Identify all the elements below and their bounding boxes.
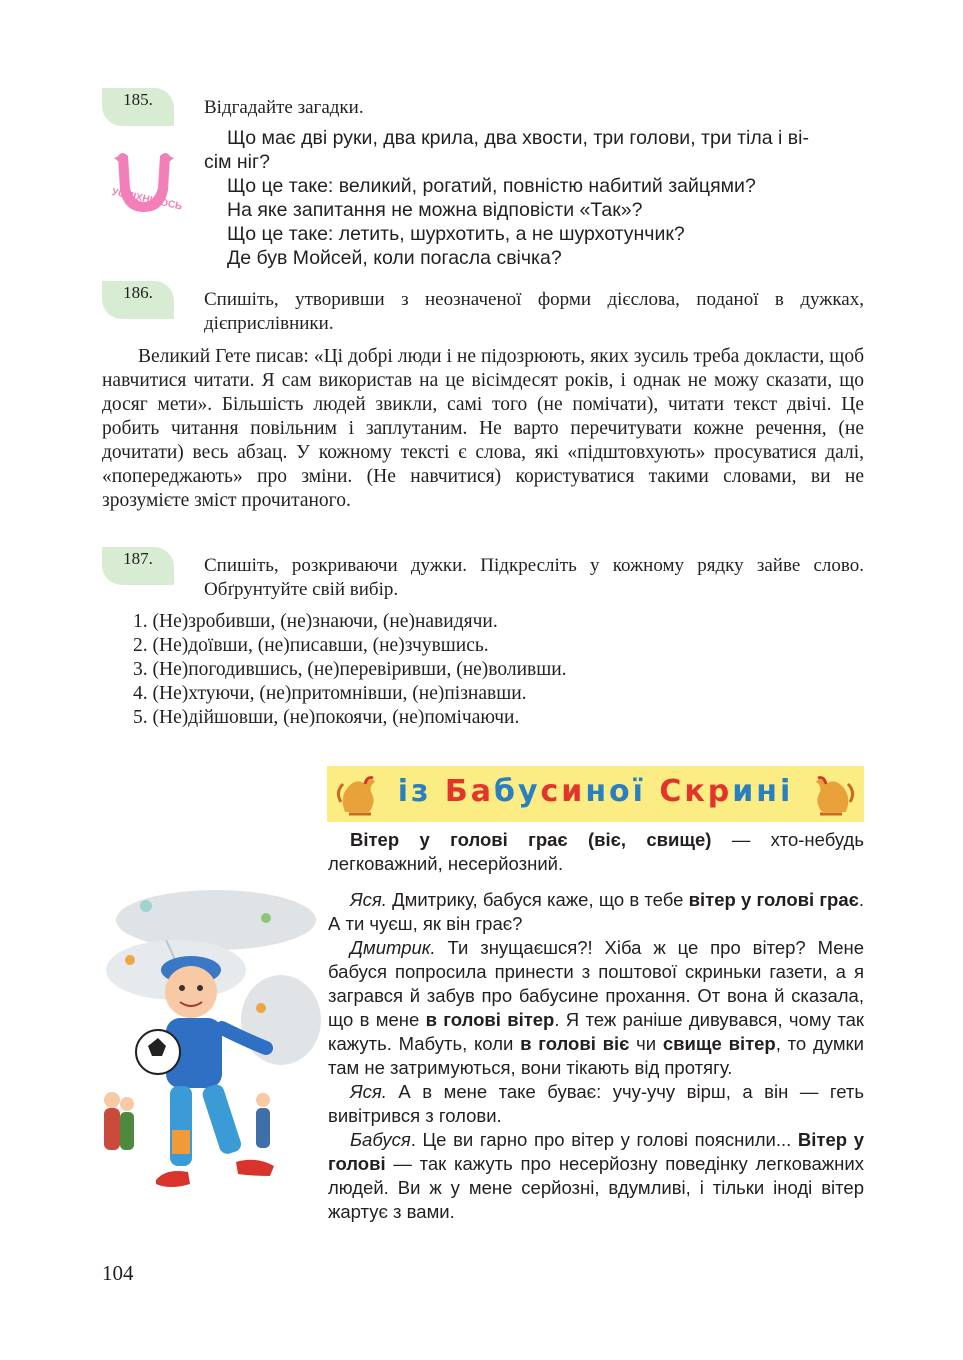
speaker-name: Бабуся <box>350 1129 411 1150</box>
speaker-name: Яся. <box>350 1081 387 1102</box>
exercise-text <box>102 345 864 513</box>
dialogue-emphasis: вітер у голові грає <box>688 889 859 910</box>
page-number: 104 <box>102 1261 134 1285</box>
list-item: 1. (Не)зробивши, (не)знаючи, (не)навидячи. <box>133 611 498 632</box>
section-banner <box>327 766 864 822</box>
exercise-instruction: Відгадайте загадки. <box>204 97 364 118</box>
list-item: 3. (Не)погодившись, (не)перевіривши, (не)воливши. <box>133 659 567 680</box>
dialogue-text: , то думки там не затримуються, вони тікають від протягу. <box>328 1033 864 1078</box>
dialogue <box>328 888 864 1224</box>
exercise-instruction: Спишіть, утворивши з неозначеної форми дієслова, поданої в дужках, дієприслівники. <box>204 289 864 334</box>
dialogue-text: А в мене таке буває: учу-учу вірш, а він — геть вивітрився з голови. <box>328 1081 864 1126</box>
dialogue-emphasis: Вітер у голові <box>328 1129 864 1174</box>
dialogue-text: . Я теж раніше дивувався, чому так кажуть. Мабуть, коли <box>328 1009 864 1054</box>
dialogue-text: — так кажуть про несерйозну поведінку легковажних людей. Ви ж у мене серйозні, вдумливі, і тільки іноді вітер жартує з вами. <box>328 1153 864 1222</box>
exercise-number: 185. <box>123 90 153 109</box>
dialogue-text: чи <box>629 1033 663 1054</box>
dialogue-emphasis: свище вітер <box>662 1033 776 1054</box>
dialogue-line <box>328 888 864 936</box>
exercise-number: 187. <box>123 549 153 568</box>
dialogue-text: Дмитрику, бабуся каже, що в тебе <box>386 889 689 910</box>
list-item: 5. (Не)дійшовши, (не)покоячи, (не)помічаючи. <box>133 707 520 728</box>
riddle-line: Що має дві руки, два крила, два хвости, три голови, три тіла і ві- <box>227 127 809 149</box>
exercise-number-badge <box>102 88 174 126</box>
riddle-line: Де був Мойсей, коли погасла свічка? <box>227 247 562 269</box>
exercise-number-badge <box>102 547 174 585</box>
rooster-icon <box>806 772 856 823</box>
exercise-instruction: Спишіть, розкриваючи дужки. Підкресліть у кожному рядку зайве слово. Обґрунтуйте свій вибір. <box>204 555 864 600</box>
dialogue-line <box>328 1080 864 1128</box>
exercise-number-badge <box>102 281 174 319</box>
idiom-meaning: — хто-небудь легковажний, несерйозний. <box>328 829 864 874</box>
idiom-definition <box>328 828 864 876</box>
speaker-name: Дмитрик. <box>350 937 436 958</box>
exercise-list <box>133 610 567 730</box>
dialogue-line <box>328 1128 864 1224</box>
dialogue-text: . Це ви гарно про вітер у голові пояснили... <box>410 1129 798 1150</box>
dialogue-emphasis: в голові віє <box>520 1033 630 1054</box>
dialogue-emphasis: в голові вітер <box>425 1009 555 1030</box>
list-item: 2. (Не)доївши, (не)писавши, (не)зчувшись. <box>133 635 489 656</box>
paragraph: Великий Гете писав: «Ці добрі люди і не підозрюють, яких зусиль треба докласти, щоб навчитися читати. Я сам використав на це вісімдесят років, і однак не можу сказати, що досяг мети». Більшість людей звикли, самі того (не помічати), читати текст двічі. Це робить читання повільним і заплутаним. Не варто перечитувати кожне речення, (не дочитати) весь абзац. У кожному тексті є слова, які «підштовхують» просуватися далі, «попереджають» про зміни. (Не навчитися) користуватися такими словами, ви не зрозумієте зміст прочитаного. <box>102 346 864 511</box>
dialogue-text: . А ти чуєш, як він грає? <box>328 889 864 934</box>
dialogue-line <box>328 936 864 1080</box>
riddle-line: На яке запитання не можна відповісти «Так»? <box>227 199 643 221</box>
boy-with-ball-illustration <box>96 880 322 1205</box>
dialogue-text: Ти знущаєшся?! Хіба ж це про вітер? Мене бабуся попросила принести з поштової скриньки газети, а я загрався й забув про бабусине прохання. От вона й сказала, що в мене <box>328 937 864 1030</box>
exercise-number: 186. <box>123 283 153 302</box>
speaker-name: Яся. <box>350 889 387 910</box>
riddle-line: Що це таке: летить, шурхотить, а не шурхотунчик? <box>227 223 685 245</box>
riddle-line: Що це таке: великий, рогатий, повністю набитий зайцями? <box>227 175 756 197</box>
riddle-line: сім ніг? <box>204 151 270 173</box>
banner-title: із Бабусиної Скрині <box>397 774 794 809</box>
list-item: 4. (Не)хтуючи, (не)притомнівши, (не)пізнавши. <box>133 683 527 704</box>
riddles-list <box>204 126 864 270</box>
idiom-term: Вітер у голові грає (віє, свище) <box>350 829 712 850</box>
smile-sidebar-label: УСМІХНІМОСЬ <box>110 186 184 213</box>
